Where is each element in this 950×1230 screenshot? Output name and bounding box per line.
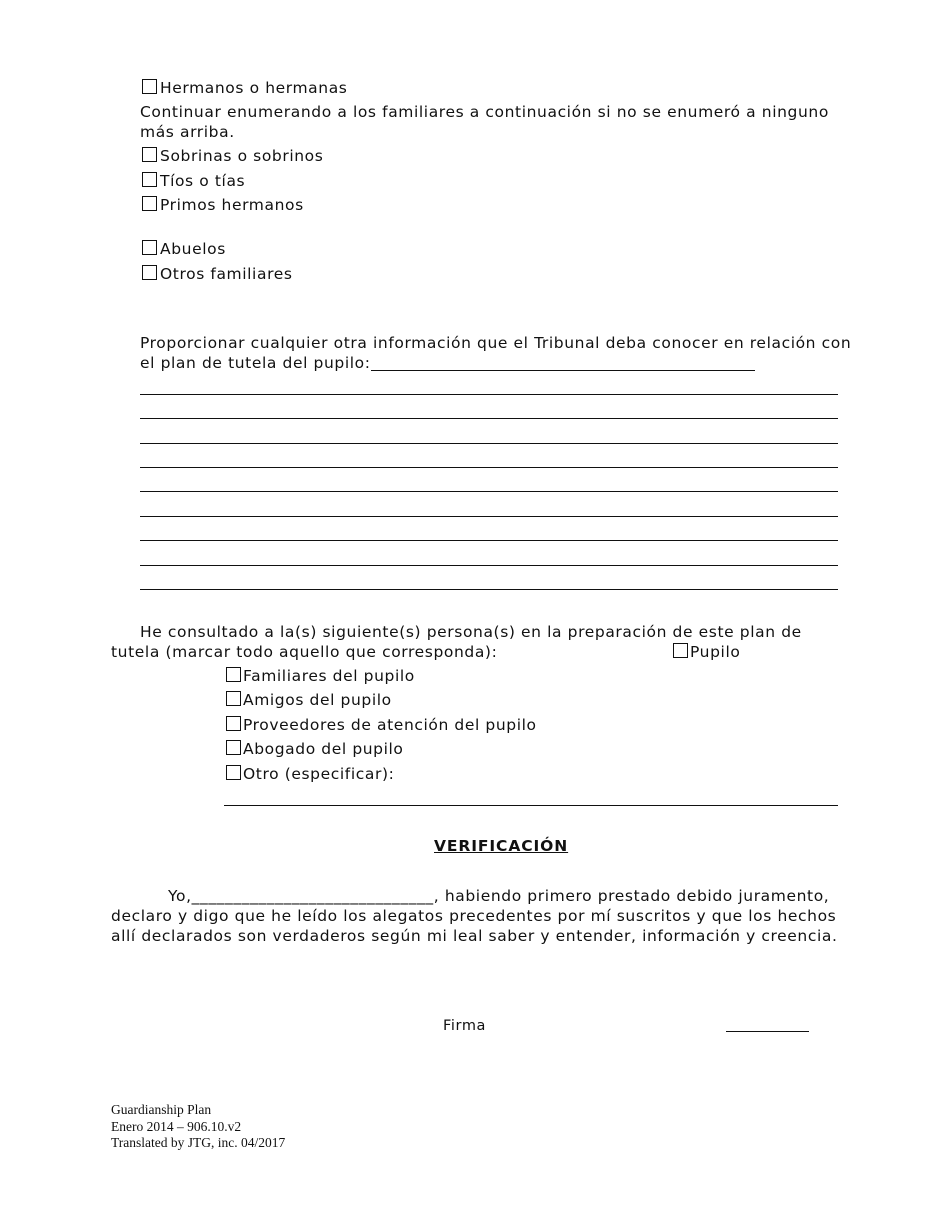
other-info-line[interactable] (140, 418, 838, 419)
other-info-prompt-line2: el plan de tutela del pupilo: (140, 354, 371, 372)
verification-heading: VERIFICACIÓN (434, 837, 569, 855)
nieces-nephews-label: Sobrinas o sobrinos (160, 147, 324, 165)
attorney-checkbox[interactable] (226, 740, 241, 755)
other-info-line[interactable] (140, 589, 838, 590)
ward-family-label: Familiares del pupilo (243, 667, 415, 685)
ward-friends-checkbox[interactable] (226, 691, 241, 706)
siblings-label: Hermanos o hermanas (160, 79, 348, 97)
other-consulted-line[interactable] (224, 805, 838, 806)
signature-label: Firma (443, 1018, 487, 1034)
other-info-line[interactable] (140, 565, 838, 566)
other-consulted-label: Otro (especificar): (243, 765, 395, 783)
other-consulted-checkbox[interactable] (226, 765, 241, 780)
ward-label: Pupilo (690, 643, 741, 661)
other-info-line[interactable] (140, 540, 838, 541)
footer-form-name: Guardianship Plan (111, 1102, 212, 1117)
first-cousins-label: Primos hermanos (160, 196, 304, 214)
first-cousins-checkbox[interactable] (142, 196, 157, 211)
grandparents-label: Abuelos (160, 240, 226, 258)
other-info-line[interactable] (140, 467, 838, 468)
attorney-label: Abogado del pupilo (243, 740, 404, 758)
other-info-line[interactable] (140, 394, 838, 395)
other-info-line[interactable] (140, 443, 838, 444)
siblings-checkbox[interactable] (142, 79, 157, 94)
ward-family-checkbox[interactable] (226, 667, 241, 682)
footer-translator: Translated by JTG, inc. 04/2017 (111, 1135, 286, 1150)
verification-text: Yo,_____________________________, habiendo primero prestado debido juramento, declaro y digo que he leído los alegatos precedentes por mí suscritos y que los hechos allí declarados son verdaderos según mi leal saber y entender, información y creencia. (111, 887, 838, 945)
consulted-line2: tutela (marcar todo aquello que corresponda): (111, 643, 498, 661)
care-providers-label: Proveedores de atención del pupilo (243, 716, 537, 734)
other-info-prompt-line1: Proporcionar cualquier otra información que el Tribunal deba conocer en relación con (140, 334, 852, 352)
other-info-line[interactable] (140, 491, 838, 492)
other-info-line[interactable] (140, 516, 838, 517)
signature-line[interactable] (726, 1031, 809, 1032)
ward-friends-label: Amigos del pupilo (243, 691, 392, 709)
other-relatives-label: Otros familiares (160, 265, 293, 283)
other-info-inline-field[interactable] (371, 370, 755, 371)
other-relatives-checkbox[interactable] (142, 265, 157, 280)
consulted-line1: He consultado a la(s) siguiente(s) persona(s) en la preparación de este plan de (140, 623, 802, 641)
uncles-aunts-checkbox[interactable] (142, 172, 157, 187)
ward-checkbox[interactable] (673, 643, 688, 658)
uncles-aunts-label: Tíos o tías (160, 172, 246, 190)
care-providers-checkbox[interactable] (226, 716, 241, 731)
relatives-instruction: Continuar enumerando a los familiares a continuación si no se enumeró a ninguno más arriba. (140, 103, 829, 141)
footer-form-code: Enero 2014 – 906.10.v2 (111, 1119, 242, 1134)
nieces-nephews-checkbox[interactable] (142, 147, 157, 162)
grandparents-checkbox[interactable] (142, 240, 157, 255)
